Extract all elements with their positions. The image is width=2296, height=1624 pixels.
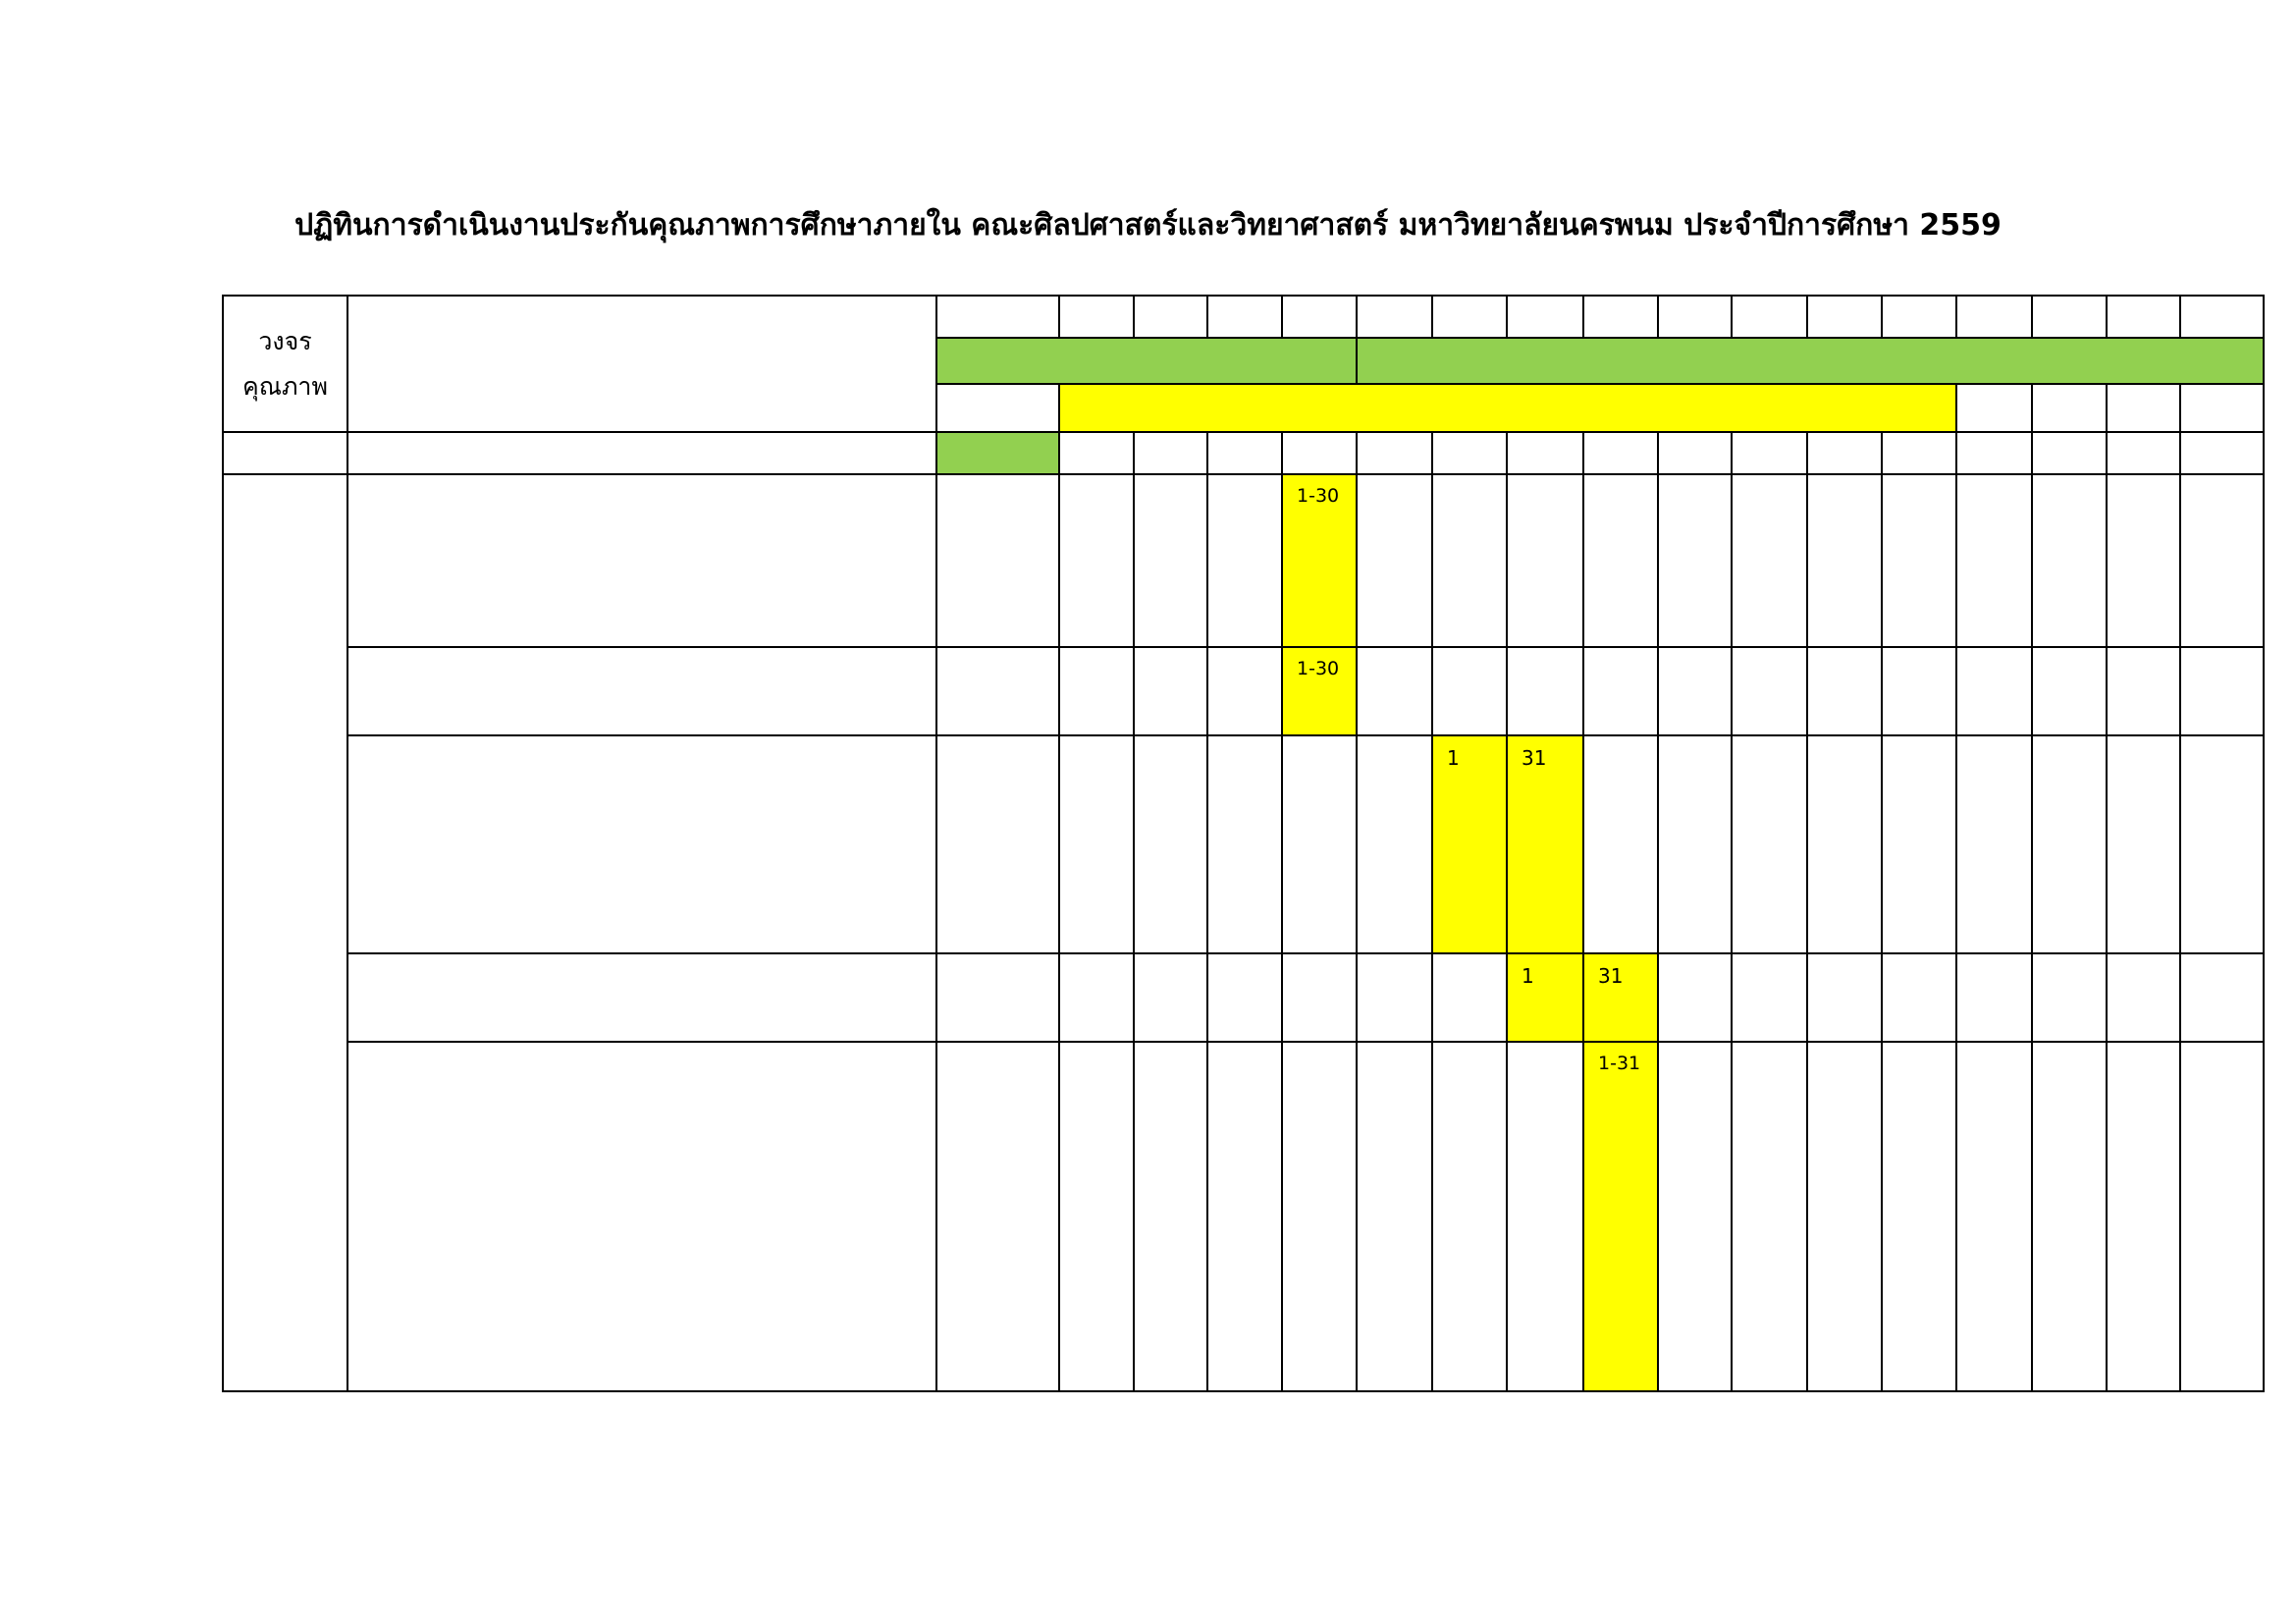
- month-header-cell: [1882, 432, 1956, 474]
- month-header-cell: [1956, 432, 2032, 474]
- schedule-cell: [1583, 735, 1658, 953]
- schedule-cell: [936, 953, 1059, 1042]
- schedule-mark-cell: [1282, 474, 1357, 647]
- schedule-cell: [1059, 647, 1134, 735]
- schedule-cell: [936, 647, 1059, 735]
- schedule-cell: [1956, 474, 2032, 647]
- schedule-cell: [1807, 735, 1882, 953]
- schedule-cell: [2180, 953, 2264, 1042]
- month-header-cell: [2107, 296, 2180, 338]
- schedule-cell: [1282, 735, 1357, 953]
- schedule-cell: [1357, 647, 1432, 735]
- schedule-cell: [1207, 647, 1282, 735]
- schedule-cell: [1507, 1042, 1583, 1391]
- schedule-mark-label: 1-31: [1598, 1053, 1641, 1074]
- blank-cell: [2032, 384, 2107, 432]
- year-header: [347, 296, 936, 432]
- activity-text: [347, 474, 936, 647]
- table-row: [223, 953, 2264, 1042]
- schedule-mark-label: 1: [1447, 746, 1460, 770]
- month-header-cell: [1658, 432, 1732, 474]
- schedule-cell: [1207, 953, 1282, 1042]
- schedule-cell: [1432, 1042, 1507, 1391]
- schedule-cell: [1956, 735, 2032, 953]
- month-header-cell: [2180, 296, 2264, 338]
- activity-text: [347, 1042, 936, 1391]
- month-header-cell: [1357, 296, 1432, 338]
- schedule-mark-cell: [1432, 735, 1507, 953]
- schedule-cell: [1357, 735, 1432, 953]
- month-header-cell: [1807, 296, 1882, 338]
- month-header-cell: [1507, 296, 1583, 338]
- schedule-cell: [1432, 474, 1507, 647]
- schedule-cell: [936, 1042, 1059, 1391]
- schedule-cell: [2180, 647, 2264, 735]
- schedule-cell: [1432, 953, 1507, 1042]
- schedule-cell: [1658, 647, 1732, 735]
- schedule-cell: [1807, 647, 1882, 735]
- schedule-cell: [1882, 1042, 1956, 1391]
- month-header-cell: [1583, 432, 1658, 474]
- schedule-cell: [2180, 1042, 2264, 1391]
- blank-cell: [936, 384, 1059, 432]
- month-header-cell: [1059, 432, 1134, 474]
- schedule-cell: [1732, 953, 1807, 1042]
- blank-cell: [2107, 384, 2180, 432]
- month-header-cell: [1207, 432, 1282, 474]
- month-header-cell: [1282, 296, 1357, 338]
- month-header-cell: [1507, 432, 1583, 474]
- month-header-cell: [1807, 432, 1882, 474]
- schedule-mark-cell: [1583, 1042, 1658, 1391]
- schedule-cell: [1059, 735, 1134, 953]
- schedule-cell: [1658, 953, 1732, 1042]
- schedule-cell: [2107, 647, 2180, 735]
- schedule-cell: [936, 474, 1059, 647]
- month-header-cell: [1432, 296, 1507, 338]
- schedule-cell: [1059, 953, 1134, 1042]
- blank-cell: [223, 432, 347, 474]
- schedule-mark-cell: [1507, 735, 1583, 953]
- schedule-cell: [1956, 1042, 2032, 1391]
- month-header-cell: [1282, 432, 1357, 474]
- schedule-mark-label: 31: [1522, 746, 1547, 770]
- month-header-cell: [2180, 432, 2264, 474]
- schedule-cell: [1357, 474, 1432, 647]
- schedule-cell: [1282, 953, 1357, 1042]
- schedule-cell: [1134, 474, 1207, 647]
- schedule-cell: [1059, 474, 1134, 647]
- month-header-cell: [2032, 432, 2107, 474]
- schedule-cell: [2032, 735, 2107, 953]
- schedule-cell: [1583, 474, 1658, 647]
- month-header-cell: [2032, 296, 2107, 338]
- schedule-cell: [1134, 647, 1207, 735]
- schedule-cell: [1357, 953, 1432, 1042]
- table-row: [223, 1042, 2264, 1391]
- schedule-cell: [1134, 953, 1207, 1042]
- month-header-cell: [1357, 432, 1432, 474]
- schedule-cell: [1732, 647, 1807, 735]
- schedule-cell: [1882, 953, 1956, 1042]
- schedule-mark-cell: [1282, 647, 1357, 735]
- schedule-cell: [1882, 474, 1956, 647]
- month-header-cell: [1432, 432, 1507, 474]
- month-header-cell: [1583, 296, 1658, 338]
- table-row: [223, 474, 2264, 647]
- schedule-cell: [1658, 735, 1732, 953]
- month-header-cell: [936, 432, 1059, 474]
- schedule-cell: [1207, 735, 1282, 953]
- month-header-cell: [1134, 432, 1207, 474]
- month-header-cell: [1658, 296, 1732, 338]
- schedule-table: [222, 295, 2265, 1392]
- schedule-cell: [1956, 647, 2032, 735]
- schedule-cell: [936, 735, 1059, 953]
- schedule-cell: [1658, 474, 1732, 647]
- schedule-cell: [1732, 474, 1807, 647]
- schedule-mark-label: 1-30: [1297, 485, 1340, 507]
- schedule-cell: [1432, 647, 1507, 735]
- schedule-cell: [1207, 474, 1282, 647]
- cycle-header: วงจร คุณภาพ: [223, 296, 347, 432]
- schedule-cell: [2107, 474, 2180, 647]
- schedule-cell: [1583, 647, 1658, 735]
- schedule-cell: [1059, 1042, 1134, 1391]
- schedule-cell: [2107, 735, 2180, 953]
- schedule-cell: [2032, 474, 2107, 647]
- schedule-cell: [1207, 1042, 1282, 1391]
- month-header-cell: [1956, 296, 2032, 338]
- cycle-cell: [223, 474, 347, 1391]
- month-header-cell: [1732, 296, 1807, 338]
- schedule-cell: [1732, 735, 1807, 953]
- schedule-cell: [1282, 1042, 1357, 1391]
- schedule-mark-label: 1: [1522, 964, 1534, 988]
- schedule-cell: [1134, 1042, 1207, 1391]
- academic-year-band: [1059, 384, 1956, 432]
- schedule-cell: [2107, 1042, 2180, 1391]
- month-header-cell: [1134, 296, 1207, 338]
- schedule-cell: [2032, 953, 2107, 1042]
- blank-cell: [1956, 384, 2032, 432]
- page-title: ปฏิทินการดำเนินงานประกันคุณภาพการศึกษาภายใน คณะศิลปศาสตร์และวิทยาศาสตร์ มหาวิทยาลัยนครพนม ประจำปีการศึกษา 2559: [294, 208, 2002, 243]
- schedule-cell: [2032, 1042, 2107, 1391]
- schedule-cell: [1882, 647, 1956, 735]
- schedule-cell: [1807, 474, 1882, 647]
- month-header-cell: [1882, 296, 1956, 338]
- schedule-cell: [1507, 647, 1583, 735]
- schedule-cell: [1658, 1042, 1732, 1391]
- activity-text: [347, 735, 936, 953]
- schedule-cell: [1882, 735, 1956, 953]
- activity-header: [347, 432, 936, 474]
- activity-text: [347, 647, 936, 735]
- month-header-cell: [2107, 432, 2180, 474]
- month-header-cell: [1207, 296, 1282, 338]
- blank-cell: [2180, 384, 2264, 432]
- schedule-cell: [2107, 953, 2180, 1042]
- schedule-cell: [2180, 735, 2264, 953]
- budget-2559-band: [936, 338, 1357, 384]
- budget-2560-band: [1357, 338, 2264, 384]
- month-header-cell: [1732, 432, 1807, 474]
- schedule-mark-label: 1-30: [1297, 658, 1340, 679]
- schedule-cell: [1134, 735, 1207, 953]
- month-header-cell: [936, 296, 1059, 338]
- month-header-cell: [1059, 296, 1134, 338]
- schedule-cell: [1807, 1042, 1882, 1391]
- schedule-cell: [1732, 1042, 1807, 1391]
- table-row: [223, 647, 2264, 735]
- schedule-cell: [1956, 953, 2032, 1042]
- schedule-cell: [1507, 474, 1583, 647]
- schedule-cell: [1357, 1042, 1432, 1391]
- schedule-cell: [2180, 474, 2264, 647]
- activity-text: [347, 953, 936, 1042]
- schedule-mark-cell: [1507, 953, 1583, 1042]
- schedule-cell: [1807, 953, 1882, 1042]
- schedule-cell: [2032, 647, 2107, 735]
- table-row: [223, 735, 2264, 953]
- schedule-mark-cell: [1583, 953, 1658, 1042]
- schedule-mark-label: 31: [1598, 964, 1624, 988]
